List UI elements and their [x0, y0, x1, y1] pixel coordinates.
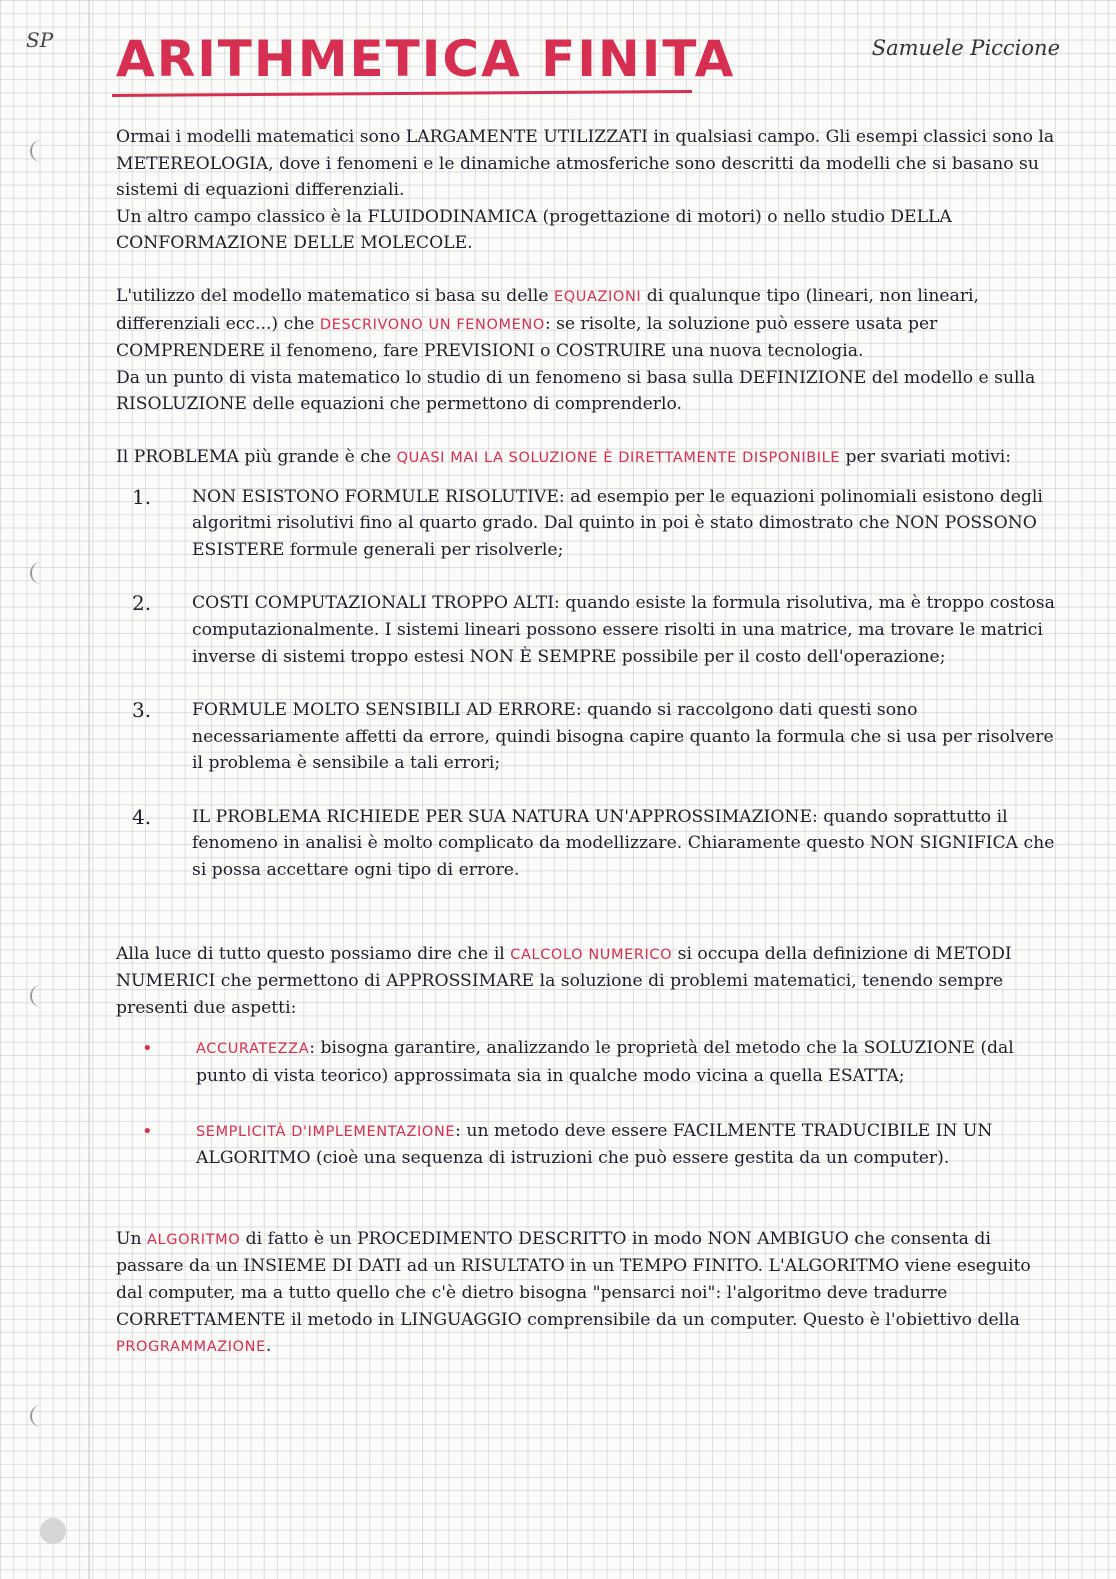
highlight-descrivono: DESCRIVONO UN FENOMENO: [319, 316, 545, 333]
binder-hole: [30, 1405, 48, 1427]
list-text: COSTI COMPUTAZIONALI TROPPO ALTI: quando esiste la formula risolutiva, ma è troppo costosa computazionalmente. I sistemi lineari possono essere risolti in una matrice, ma trovare le matrici inverse di sistemi troppo estesi NON È SEMPRE possibile per il costo dell'operazione;: [192, 593, 1055, 667]
binder-hole: [30, 985, 48, 1007]
page-title: ARITHMETICA FINITA: [116, 30, 736, 88]
reasons-list: [116, 484, 1061, 884]
problem-paragraph: [116, 444, 1061, 472]
numeric-paragraph: [116, 941, 1061, 1022]
list-item: [116, 1035, 1061, 1089]
text: L'utilizzo del modello matematico si basa su delle: [116, 285, 555, 306]
text: .: [265, 1336, 272, 1357]
intro-paragraph-2: Un altro campo classico è la FLUIDODINAMICA (progettazione di motori) o nello studio DELLA CONFORMAZIONE DELLE MOLECOLE.: [116, 206, 952, 254]
aspects-list: [116, 1035, 1061, 1171]
text: si occupa della definizione di METODI NUMERICI che permettono di APPROSSIMARE la soluzione di problemi matematici, tenendo sempre presenti due aspetti:: [116, 943, 1012, 1018]
text: : se risolte, la soluzione può essere usata per COMPRENDERE il fenomeno, fare PREVISIONI o COSTRUIRE una nuova tecnologia.: [116, 313, 938, 362]
list-number: 3.: [132, 698, 152, 723]
highlight-algoritmo: ALGORITMO: [147, 1231, 241, 1248]
aspect-term: ACCURATEZZA: [196, 1041, 310, 1058]
list-item: [116, 1118, 1061, 1172]
text: per svariati motivi:: [840, 446, 1012, 467]
text: di qualunque tipo (lineari, non lineari, differenziali ecc...) che: [116, 285, 980, 334]
title-underline: [112, 90, 692, 97]
highlight-soluzione: QUASI MAI LA SOLUZIONE È DIRETTAMENTE DISPONIBILE: [396, 449, 841, 466]
list-item: [116, 484, 1061, 564]
list-item: [116, 697, 1061, 777]
notes-body: [116, 124, 1061, 1361]
highlight-equazioni: EQUAZIONI: [554, 288, 642, 305]
list-item: [116, 590, 1061, 670]
list-number: 4.: [132, 804, 152, 829]
punch-mark: [40, 1518, 66, 1544]
binder-hole: [30, 140, 48, 162]
list-number: 1.: [132, 484, 152, 509]
binder-hole: [30, 562, 48, 584]
highlight-programmazione: PROGRAMMAZIONE: [116, 1339, 266, 1356]
highlight-calcolo-numerico: CALCOLO NUMERICO: [510, 946, 673, 963]
intro-paragraph: Ormai i modelli matematici sono LARGAMENTE UTILIZZATI in qualsiasi campo. Gli esempi classici sono la METEREOLOGIA, dove i fenomeni e le dinamiche atmosferiche sono descritti da modelli che si basano su sistemi di equazioni differenziali.: [116, 127, 1055, 201]
author-name: Samuele Piccione: [871, 36, 1060, 60]
margin-line: [88, 0, 90, 1579]
list-text: FORMULE MOLTO SENSIBILI AD ERRORE: quando si raccolgono dati questi sono necessariamente affetti da errore, quindi bisogna capire quanto la formula che si usa per risolvere il problema è sensibile a tali errori;: [192, 700, 1054, 774]
text: Alla luce di tutto questo possiamo dire che il: [116, 943, 511, 964]
model-paragraph: [116, 283, 1061, 365]
aspect-text: : bisogna garantire, analizzando le proprietà del metodo che la SOLUZIONE (dal punto di vista teorico) approssimata sia in qualche modo vicina a quella ESATTA;: [196, 1038, 1014, 1087]
aspect-term: SEMPLICITÀ D'IMPLEMENTAZIONE: [196, 1123, 456, 1140]
bullet-icon: •: [142, 1038, 153, 1060]
algorithm-paragraph: [116, 1226, 1061, 1361]
model-paragraph-2: Da un punto di vista matematico lo studio di un fenomeno si basa sulla DEFINIZIONE del modello e sulla RISOLUZIONE delle equazioni che permettono di comprenderlo.: [116, 367, 1036, 415]
list-text: IL PROBLEMA RICHIEDE PER SUA NATURA UN'APPROSSIMAZIONE: quando soprattutto il fenomeno in analisi è molto complicato da modellizzare. Chiaramente questo NON SIGNIFICA che si possa accettare ogni tipo di errore.: [192, 806, 1055, 881]
initials: SP: [26, 28, 54, 52]
list-text: NON ESISTONO FORMULE RISOLUTIVE: ad esempio per le equazioni polinomiali esistono degli algoritmi risolutivi fino al quarto grado. Dal quinto in poi è stato dimostrato che NON POSSONO ESISTERE formule generali per risolverle;: [192, 486, 1043, 560]
aspect-text: : un metodo deve essere FACILMENTE TRADUCIBILE IN UN ALGORITMO (cioè una sequenza di istruzioni che può essere gestita da un computer).: [196, 1120, 993, 1169]
list-number: 2.: [132, 591, 152, 616]
bullet-icon: •: [142, 1120, 153, 1142]
text: Il PROBLEMA più grande è che: [116, 446, 397, 467]
text: di fatto è un PROCEDIMENTO DESCRITTO in modo NON AMBIGUO che consenta di passare da un INSIEME DI DATI ad un RISULTATO in un TEMPO FINITO. L'ALGORITMO viene eseguito dal computer, ma a tutto quello che c'è dietro bisogna "pensarci noi": l'algoritmo deve tradurre CORRETTAMENTE il metodo in LINGUAGGIO comprensibile da un computer. Questo è l'obiettivo della: [116, 1228, 1031, 1330]
list-item: [116, 804, 1061, 884]
text: Un: [116, 1228, 148, 1249]
